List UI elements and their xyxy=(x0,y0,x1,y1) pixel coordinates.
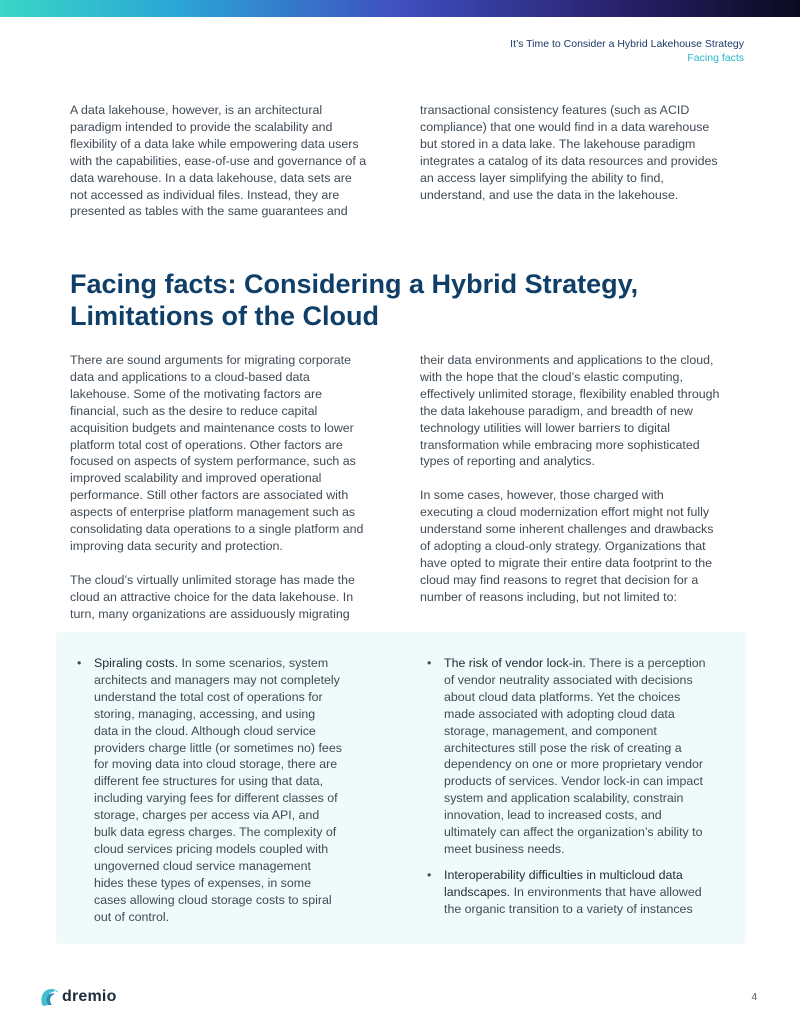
page-number: 4 xyxy=(751,992,757,1003)
list-item-text: In some scenarios, system architects and managers may not completely understand the total cost of operations for storing, managing, accessing, and using data in the cloud. Although cloud service providers charge little (or sometimes no) fees for moving data into cloud storage, there are different fee structures for using that data, including varying fees for different classes of storage, charges per access via API, and bulk data egress charges. The complexity of cloud services pricing models coupled with ungoverned cloud service management hides these types of expenses, in some cases allowing cloud storage costs to spiral out of control. xyxy=(94,656,342,924)
list-item-lead: Spiraling costs. xyxy=(94,656,179,670)
intro-right-paragraph: transactional consistency features (such as ACID compliance) that one would find in a data warehouse but stored in a data lake. The lakehouse paradigm integrates a catalog of its data resources and provides an access layer simplifying the ability to find, understand, and use the data in the lakehouse. xyxy=(420,103,718,202)
bullet-icon: • xyxy=(427,867,432,882)
running-header-section: Facing facts xyxy=(687,52,744,64)
list-item-text: In environments that have allowed the organic transition to a variety of instances xyxy=(444,884,702,916)
list-item-text: There is a perception of vendor neutrality associated with decisions about cloud data platforms. Yet the choices made associated with adopting cloud data storage, management, and component architectures still pose the risk of creating a dependency on one or more proprietary vendor products of services. Vendor lock-in can impact system and application scalability, constrain innovation, lead to increased costs, and ultimately can affect the organization’s ability to meet business needs. xyxy=(444,656,706,856)
logo-wordmark: dremio xyxy=(62,988,117,1005)
dremio-logo-icon xyxy=(38,985,60,1009)
bullet-icon: • xyxy=(427,656,432,670)
top-gradient-bar xyxy=(0,0,800,17)
callout-left-list xyxy=(70,655,342,926)
list-item xyxy=(70,655,342,926)
list-item xyxy=(420,867,710,918)
section-right-column xyxy=(420,352,720,606)
section-right-paragraph-2: In some cases, however, those charged with executing a cloud modernization effort might not fully understand some inherent challenges and drawbacks of adopting a cloud-only strategy. Organizations that have opted to migrate their entire data footprint to the cloud may find reasons to regret that decision for a number of reasons including, but not limited to: xyxy=(420,488,714,604)
section-heading: Facing facts: Considering a Hybrid Strategy, Limitations of the Cloud xyxy=(70,269,639,331)
list-item xyxy=(420,655,710,858)
dremio-logo xyxy=(38,985,117,1009)
running-header-title: It’s Time to Consider a Hybrid Lakehouse Strategy xyxy=(510,38,744,50)
intro-right-column xyxy=(420,102,720,203)
callout-right-list xyxy=(420,655,710,918)
section-right-paragraph-1: their data environments and applications to the cloud, with the hope that the cloud’s elastic computing, effectively unlimited storage, flexibility enabled through the data lakehouse paradigm, and breadth of new technology utilities will lower barriers to digital transformation while embracing more sophisticated types of reporting and analytics. xyxy=(420,353,720,469)
intro-left-paragraph: A data lakehouse, however, is an architectural paradigm intended to provide the scalability and flexibility of a data lake while empowering data users with the capabilities, ease-of-use and governance of a data warehouse. In a data lakehouse, data sets are not accessed as individual files. Instead, they are presented as tables with the same guarantees and xyxy=(70,103,367,219)
section-left-column xyxy=(70,352,370,623)
section-left-paragraph-2: The cloud’s virtually unlimited storage has made the cloud an attractive choice for the data lakehouse. In turn, many organizations are assiduously migrating xyxy=(70,572,355,621)
list-item-lead: Interoperability difficulties in multicloud data landscapes. xyxy=(444,867,683,899)
intro-left-column xyxy=(70,102,370,220)
list-item-lead: The risk of vendor lock-in. xyxy=(444,656,586,670)
bullet-icon: • xyxy=(77,656,82,670)
section-left-paragraph-1: There are sound arguments for migrating corporate data and applications to a cloud-based data lakehouse. Some of the motivating factors are financial, such as the desire to reduce capital acquisition budgets and maintenance costs to lower platform total cost of operations. Other factors are focused on aspects of system performance, such as improved scalability and improved operational performance. Still other factors are associated with aspects of enterprise platform management such as consolidating data operations to a single platform and improving data security and protection. xyxy=(70,353,364,553)
